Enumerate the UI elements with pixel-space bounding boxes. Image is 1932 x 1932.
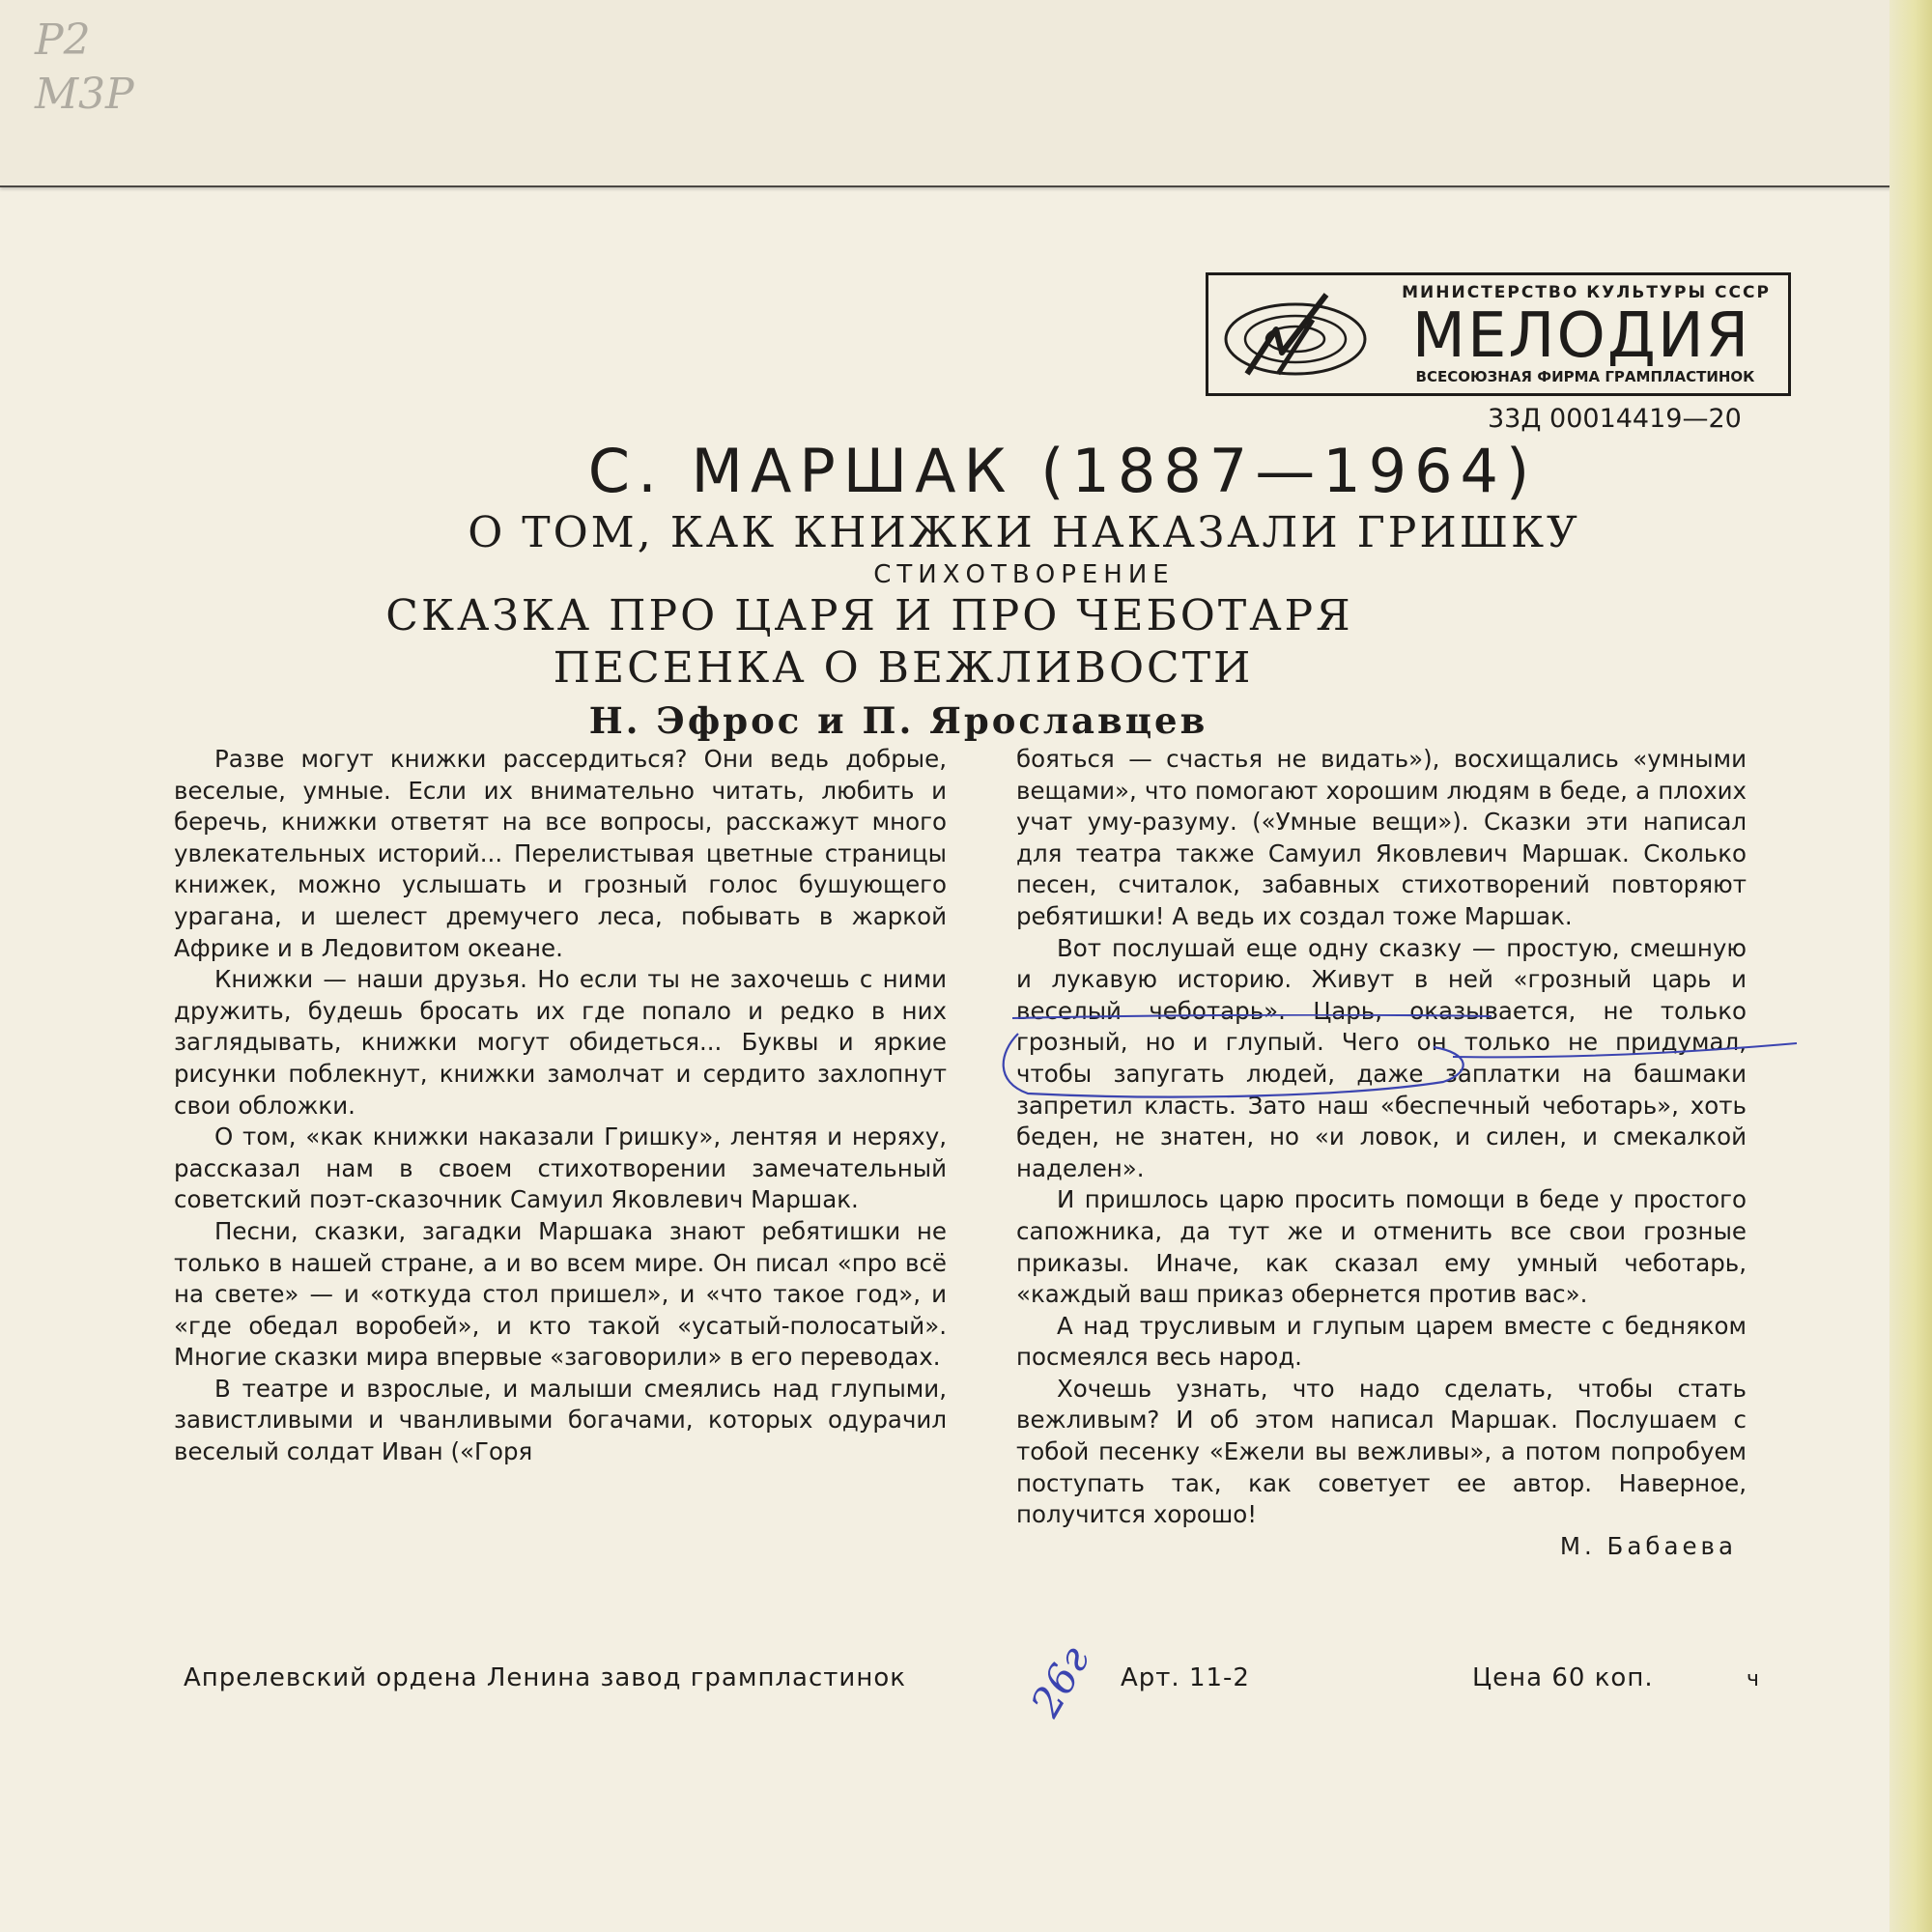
- work-title-1: О ТОМ, КАК КНИЖКИ НАКАЗАЛИ ГРИШКУ: [468, 508, 1580, 557]
- page-title: С. МАРШАК (1887—1964): [587, 436, 1538, 506]
- author-signature: М. Бабаева: [1559, 1531, 1737, 1560]
- paragraph: бояться — счастья не видать»), восхищались «умными вещами», что помогают хорошим людям в беде, а плохих учат уму-разуму. («Умные вещи»). Сказки эти написал для театра также Самуил Яковлевич Маршак. Сколько песен, считалок, забавных стихотворений повторяют ребятишки! А ведь их создал тоже Маршак.: [1016, 745, 1747, 930]
- work-title-2: СКАЗКА ПРО ЦАРЯ И ПРО ЧЕБОТАРЯ: [385, 591, 1353, 640]
- work-title-3: ПЕСЕНКА О ВЕЖЛИВОСТИ: [553, 643, 1254, 693]
- paragraph: И пришлось царю просить помощи в беде у простого сапожника, да тут же и отменить все свои грозные приказы. Иначе, как сказал ему умный чеботарь, «каждый ваш приказ обернется против вас».: [1016, 1185, 1747, 1309]
- melodiya-emblem-icon: [1220, 285, 1375, 385]
- ink-handwritten-mark: 26г: [1021, 1637, 1099, 1725]
- title-block: [290, 437, 1739, 748]
- sleeve-edge: [1889, 0, 1932, 1932]
- footer-factory: Апрелевский ордена Ленина завод грампластинок: [184, 1663, 906, 1692]
- paragraph: Книжки — наши друзья. Но если ты не захочешь с ними дружить, будешь бросать их где попало и редко в них заглядывать, книжки могут обидеться... Буквы и яркие рисунки поблекнут, книжки замолчат и сердито захлопнут свои обложки.: [174, 965, 947, 1120]
- sleeve-top-flap: [0, 0, 1932, 187]
- right-text-column: [1016, 744, 1747, 1562]
- paragraph: В театре и взрослые, и малыши смеялись над глупыми, завистливыми и чванливыми богачами, которых одурачил веселый солдат Иван («Горя: [174, 1374, 947, 1466]
- paragraph: Песни, сказки, загадки Маршака знают ребятишки не только в нашей стране, а и во всем мире. Он писал «про всё на свете» — и «откуда стол пришел», и «что такое год», и «где обедал воробей», и кто такой «усатый-полосатый». Многие сказки мира впервые «заговорили» в его переводах.: [174, 1216, 947, 1372]
- paragraph: Хочешь узнать, что надо сделать, чтобы стать вежливым? И об этом написал Маршак. Послушаем с тобой песенку «Ежели вы вежливы», а потом попробуем поступать так, как советует ее автор. Наверное, получится хорошо!: [1016, 1374, 1747, 1529]
- footer-mark: ч: [1747, 1667, 1760, 1691]
- left-text-column: [174, 744, 947, 1468]
- paragraph: Разве могут книжки рассердиться? Они ведь добрые, веселые, умные. Если их внимательно читать, любить и беречь, книжки ответят на все вопросы, расскажут много увлекательных историй... Перелистывая цветные страницы книжек, можно услышать и грозный голос бушующего урагана, и шелест дремучего леса, побывать в жаркой Африке и в Ледовитом океане.: [174, 745, 947, 962]
- pencil-note-1: Р2: [35, 15, 91, 65]
- melodiya-logo: [1206, 272, 1791, 396]
- work-type-label: СТИХОТВОРЕНИЕ: [873, 560, 1175, 589]
- paragraph: Вот послушай еще одну сказку — простую, смешную и лукавую историю. Живут в ней «грозный царь и веселый чеботарь». Царь, оказывается, не только грозный, но и глупый. Чего он только не придумал, чтобы запугать людей, даже заплатки на башмаки запретил класть. Зато наш «беспечный чеботарь», хоть беден, не знатен, но «и ловок, и силен, и смекалкой наделен».: [1016, 933, 1747, 1182]
- pencil-note-2: М3Р: [35, 70, 134, 119]
- logo-company: ВСЕСОЮЗНАЯ ФИРМА ГРАМПЛАСТИНОК: [1415, 368, 1755, 385]
- logo-brand: МЕЛОДИЯ: [1411, 300, 1751, 372]
- footer-article: Арт. 11-2: [1121, 1663, 1250, 1692]
- performers: Н. Эфрос и П. Ярославцев: [588, 699, 1208, 742]
- logo-ministry: МИНИСТЕРСТВО КУЛЬТУРЫ СССР: [1402, 283, 1771, 302]
- catalog-number: 33Д 00014419—20: [1488, 404, 1742, 434]
- paragraph: А над трусливым и глупым царем вместе с бедняком посмеялся весь народ.: [1016, 1311, 1747, 1372]
- pencil-notes: [35, 14, 134, 122]
- paragraph: О том, «как книжки наказали Гришку», лентяя и неряху, рассказал нам в своем стихотворении замечательный советский поэт-сказочник Самуил Яковлевич Маршак.: [174, 1122, 947, 1214]
- footer-price: Цена 60 коп.: [1472, 1663, 1654, 1692]
